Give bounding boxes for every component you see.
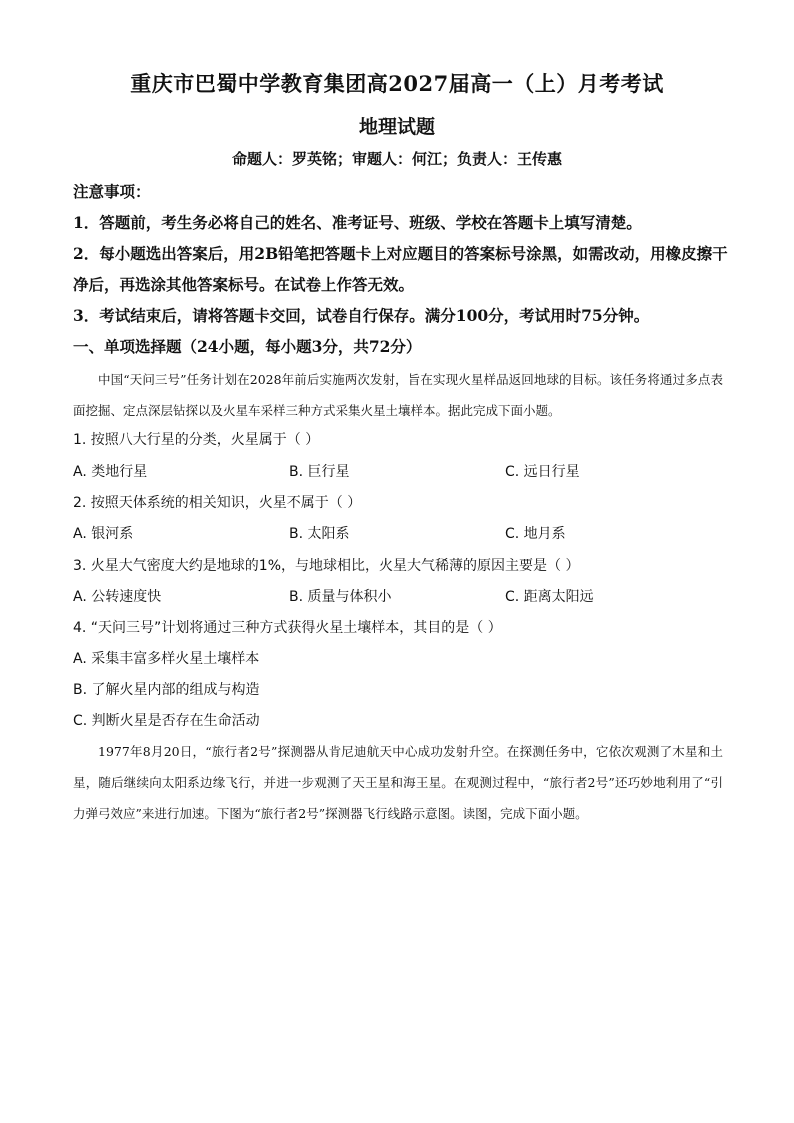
notice-heading: 注意事项： <box>73 182 151 201</box>
exam-title: 重庆市巴蜀中学教育集团高2027届高一（上）月考考试 <box>130 71 664 96</box>
q4-option-c: C. 判断火星是否存在生命活动 <box>73 713 260 729</box>
authors-line: 命题人：罗英铭；审题人：何江；负责人：王传惠 <box>231 150 562 168</box>
section-heading: 一、单项选择题（24小题，每小题3分，共72分） <box>73 337 422 356</box>
question-3: 3. 火星大气密度大约是地球的1%，与地球相比，火星大气稀薄的原因主要是（ ） <box>73 558 580 574</box>
question-1: 1. 按照八大行星的分类，火星属于（ ） <box>73 432 320 448</box>
q2-option-c: C. 地月系 <box>505 526 566 542</box>
notice-item-2: 2．每小题选出答案后，用2B铅笔把答题卡上对应题目的答案标号涂黑，如需改动，用橡皮擦干净后，再选涂其他答案标号。在试卷上作答无效。 <box>73 244 728 294</box>
subject-title: 地理试题 <box>358 116 435 138</box>
q3-option-b: B. 质量与体积小 <box>289 589 392 605</box>
q1-option-a: A. 类地行星 <box>73 464 148 480</box>
q4-option-b: B. 了解火星内部的组成与构造 <box>73 682 260 698</box>
passage-tianwen: 中国“天问三号”任务计划在2028年前后实施两次发射，旨在实现火星样品返回地球的目标。该任务将通过多点表面挖掘、定点深层钻探以及火星车采样三种方式采集火星土壤样本。据此完成下面小题。 <box>73 372 723 418</box>
question-4: 4. “天问三号”计划将通过三种方式获得火星土壤样本，其目的是（ ） <box>73 620 502 636</box>
q1-option-c: C. 远日行星 <box>505 464 580 480</box>
q2-option-a: A. 银河系 <box>73 526 134 542</box>
q1-option-b: B. 巨行星 <box>289 464 350 480</box>
notice-item-1: 1．答题前，考生务必将自己的姓名、准考证号、班级、学校在答题卡上填写清楚。 <box>73 213 642 232</box>
q3-option-a: A. 公转速度快 <box>73 589 162 605</box>
question-2: 2. 按照天体系统的相关知识，火星不属于（ ） <box>73 495 362 511</box>
passage-voyager: 1977年8月20日，“旅行者2号”探测器从肯尼迪航天中心成功发射升空。在探测任务中，它依次观测了木星和土星，随后继续向太阳系边缘飞行，并进一步观测了天王星和海王星。在观测过程中，“旅行者2号”还巧妙地利用了“引力弹弓效应”来进行加速。下图为“旅行者2号”探测器飞行线路示意图。读图，完成下面小题。 <box>73 744 723 821</box>
notice-item-3: 3．考试结束后，请将答题卡交回，试卷自行保存。满分100分，考试用时75分钟。 <box>73 306 650 325</box>
q2-option-b: B. 太阳系 <box>289 526 350 542</box>
q3-option-c: C. 距离太阳远 <box>505 589 594 605</box>
q4-option-a: A. 采集丰富多样火星土壤样本 <box>73 651 260 667</box>
